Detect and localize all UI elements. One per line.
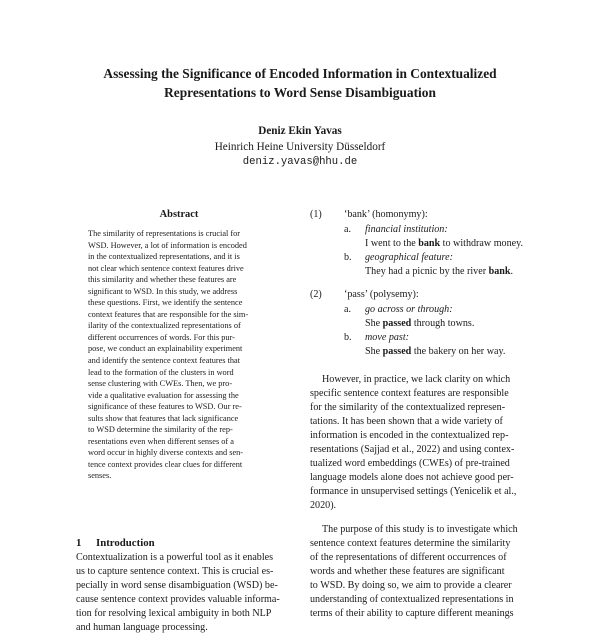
right-paragraphs xyxy=(310,373,532,621)
example-item-label: move past: xyxy=(365,332,410,343)
title-line: Representations to Word Sense Disambiguation xyxy=(164,85,436,100)
abstract-line: word occur in highly diverse contexts and sen- xyxy=(88,448,244,458)
abstract-line: lead to the formation of the clusters in word xyxy=(88,367,234,377)
abstract-line: different occurrences of words. For this pur- xyxy=(88,332,235,342)
section-heading-introduction xyxy=(76,536,286,550)
abstract-line: these questions. First, we identify the sentence xyxy=(88,298,243,308)
title-line: Assessing the Significance of Encoded Information in Contextualized xyxy=(103,66,497,81)
introduction-line: pecially in word sense disambiguation (WSD) be- xyxy=(76,580,278,591)
example-item xyxy=(344,331,532,359)
paragraph-line: formance in unsupervised settings (Yenicelik et al., xyxy=(310,486,517,497)
right-column xyxy=(310,208,532,621)
abstract-line: significance of these features to WSD. Our re- xyxy=(88,402,242,412)
examples-list xyxy=(310,208,532,359)
abstract-line: senses. xyxy=(88,471,112,481)
abstract-line: context features that are responsible for the sim- xyxy=(88,309,249,319)
example-sentence-text: She xyxy=(365,318,383,329)
example-number: (1) xyxy=(310,209,322,220)
example-block xyxy=(310,288,532,359)
example-block xyxy=(310,208,532,279)
paragraph-line: The purpose of this study is to investigate which xyxy=(322,524,518,535)
author-block xyxy=(100,124,500,171)
introduction-line: Contextualization is a powerful tool as it enables xyxy=(76,552,274,563)
example-sentence-text: the bakery on her way. xyxy=(411,346,506,357)
author-email[interactable]: deniz.yavas@hhu.de xyxy=(242,156,358,168)
abstract-body xyxy=(88,228,274,482)
example-sentence-text: to withdraw money. xyxy=(440,238,524,249)
abstract-line: vide a qualitative evaluation for assessing the xyxy=(88,390,239,400)
example-number: (2) xyxy=(310,289,322,300)
example-sentence-text: She xyxy=(365,346,383,357)
example-sentence xyxy=(365,265,532,279)
example-item-label: financial institution: xyxy=(365,224,448,235)
body-paragraph xyxy=(310,523,532,621)
target-word: passed xyxy=(382,346,412,357)
paragraph-line: resentations (Sajjad et al., 2022) and using contex- xyxy=(310,444,515,455)
abstract-line: significant to WSD. In this study, we address xyxy=(88,286,238,296)
abstract-line: resentations even when different senses of a xyxy=(88,436,234,446)
paragraph-line: specific sentence context features are responsible xyxy=(310,388,509,399)
abstract-line: to WSD determine the similarity of the rep- xyxy=(88,425,233,435)
body-paragraph xyxy=(310,373,532,513)
author-name: Deniz Ekin Yavas xyxy=(258,125,342,137)
example-item xyxy=(344,303,532,331)
example-item xyxy=(344,223,532,251)
target-word: passed xyxy=(382,318,412,329)
paragraph-line: 2020). xyxy=(310,500,337,511)
introduction-line: us to capture sentence context. This is crucial es- xyxy=(76,566,274,577)
abstract-line: pose, we conduct an explainability experiment xyxy=(88,344,243,354)
example-item xyxy=(344,251,532,279)
abstract-line: in the contextualized representations, and it is xyxy=(88,252,240,262)
paragraph-line: However, in practice, we lack clarity on which xyxy=(322,374,511,385)
abstract-line: ilarity of the contextualized representations of xyxy=(88,321,241,331)
example-item-letter: b. xyxy=(344,252,352,263)
paragraph-line: sentence context features determine the similarity xyxy=(310,538,511,549)
abstract-line: sense clustering with CWEs. Then, we pro- xyxy=(88,379,233,389)
example-item-letter: a. xyxy=(344,304,352,315)
example-sentence-text: . xyxy=(510,266,514,277)
introduction-line: and human language processing. xyxy=(76,622,208,633)
paragraph-line: language models alone does not achieve good per- xyxy=(310,472,514,483)
example-sentence xyxy=(365,317,532,331)
example-item-letter: a. xyxy=(344,224,352,235)
paragraph-line: understanding of contextualized representations in xyxy=(310,594,514,605)
paragraph-line: for the similarity of the contextualized represen- xyxy=(310,402,506,413)
example-item-letter: b. xyxy=(344,332,352,343)
target-word: bank xyxy=(418,238,441,249)
paragraph-line: to WSD. By doing so, we aim to provide a clearer xyxy=(310,580,512,591)
abstract-line: and identify the sentence context features that xyxy=(88,356,241,366)
example-sentence-text: They had a picnic by the river xyxy=(365,266,489,277)
abstract-line: The similarity of representations is crucial for xyxy=(88,229,241,238)
paper-title xyxy=(60,64,540,102)
paragraph-line: information is encoded in the contextualized rep- xyxy=(310,430,509,441)
target-word: bank xyxy=(488,266,511,277)
example-head: ‘bank’ (homonymy): xyxy=(344,209,428,220)
abstract-line: not clear which sentence context features drive xyxy=(88,263,244,273)
example-head: ‘pass’ (polysemy): xyxy=(344,289,419,300)
abstract-heading: Abstract xyxy=(159,209,199,220)
example-item-label: go across or through: xyxy=(365,304,453,315)
example-item-label: geographical feature: xyxy=(365,252,453,263)
abstract-line: WSD. However, a lot of information is encoded xyxy=(88,240,247,250)
introduction-line: tion for resolving lexical ambiguity in both NLP xyxy=(76,608,272,619)
section-title: Introduction xyxy=(96,537,155,549)
left-column xyxy=(78,208,280,482)
abstract-line: sults show that features that lack significance xyxy=(88,413,239,423)
introduction-line: cause sentence context provides valuable informa- xyxy=(76,594,280,605)
abstract-line: tence context provides clear clues for different xyxy=(88,459,243,469)
paragraph-line: tations. It has been shown that a wide variety of xyxy=(310,416,503,427)
author-affiliation: Heinrich Heine University Düsseldorf xyxy=(214,140,386,153)
example-sentence xyxy=(365,237,532,251)
paragraph-line: words and whether these features are significant xyxy=(310,566,505,577)
section-number: 1 xyxy=(76,537,82,549)
example-sentence xyxy=(365,345,532,359)
paragraph-line: terms of their ability to capture different meanings xyxy=(310,608,514,619)
abstract-line: this similarity and whether these features are xyxy=(88,275,237,285)
paragraph-line: tualized word embeddings (CWEs) of pre-trained xyxy=(310,458,510,469)
example-sentence-text: through towns. xyxy=(411,318,475,329)
introduction-body xyxy=(76,551,286,635)
paragraph-line: of the representations of different occurrences of xyxy=(310,552,507,563)
example-sentence-text: I went to the xyxy=(365,238,419,249)
